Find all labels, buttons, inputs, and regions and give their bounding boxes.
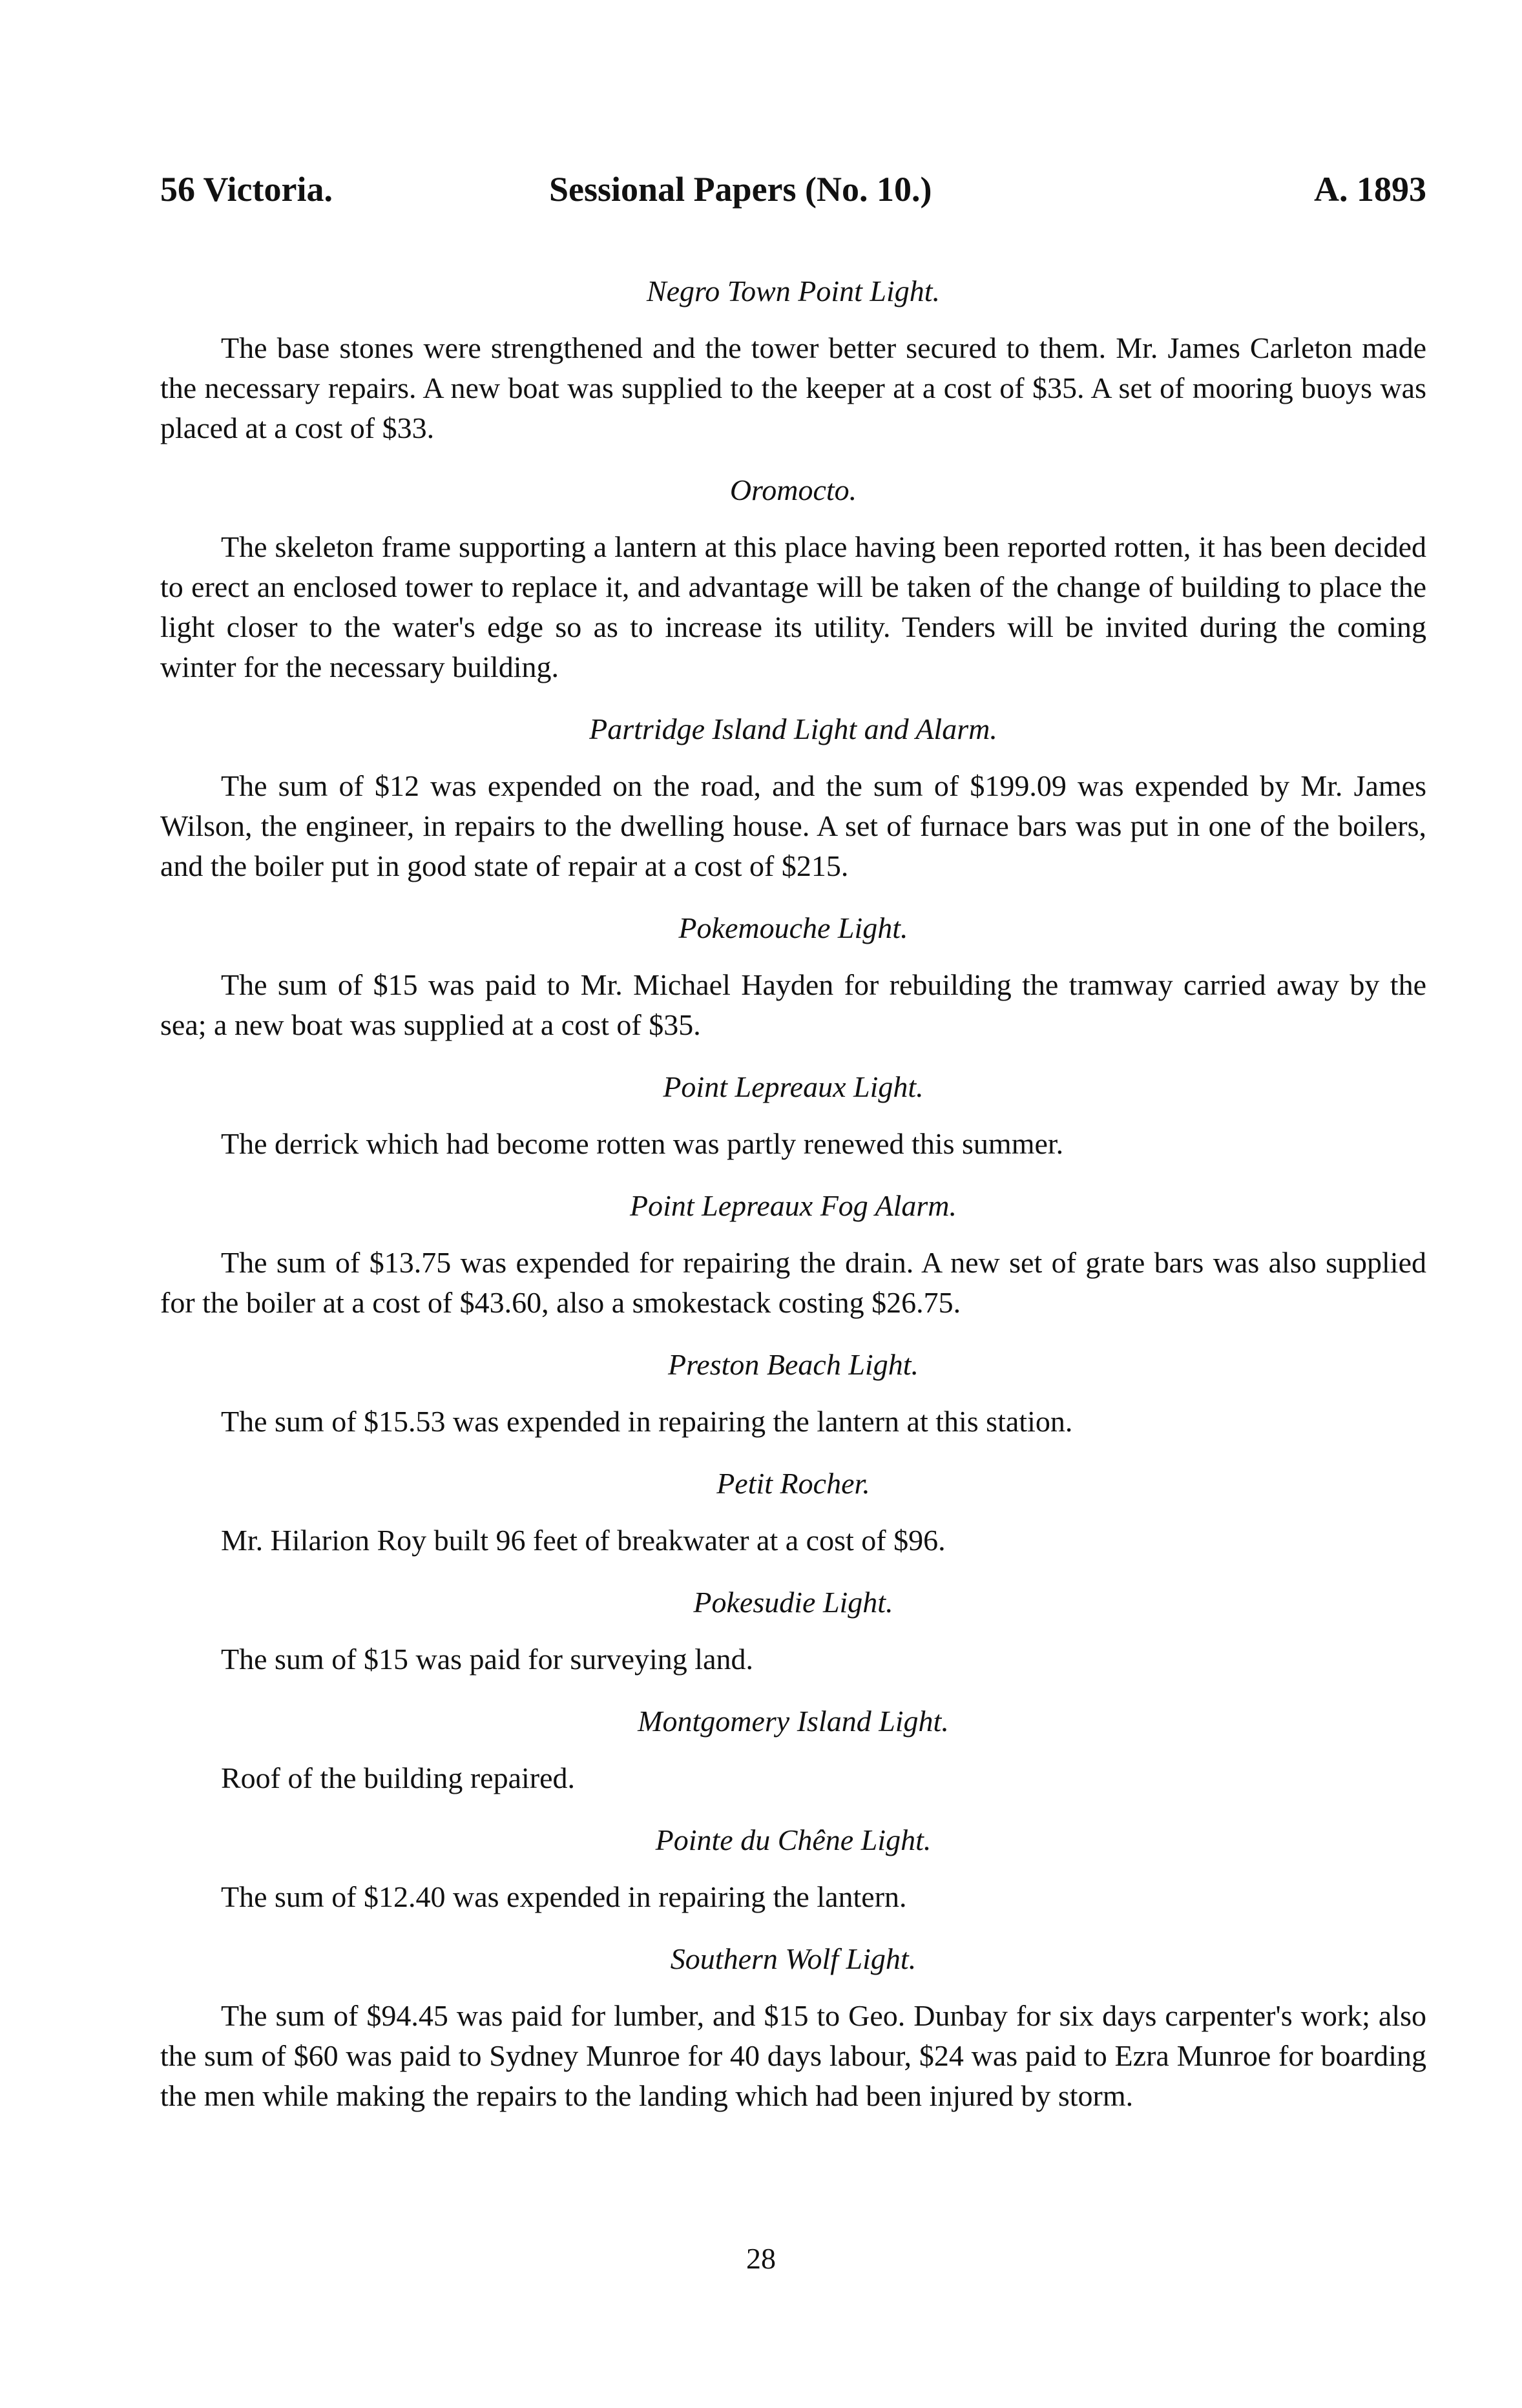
section-title: Southern Wolf Light.: [670, 1942, 917, 1975]
section-paragraph: Mr. Hilarion Roy built 96 feet of breakwater at a cost of $96.: [221, 1524, 946, 1557]
section-paragraph: The sum of $15 was paid to Mr. Michael Hayden for rebuilding the tramway carried away by the sea; a new boat was supplied at a cost of $35.: [160, 968, 1426, 1041]
section-title: Pointe du Chêne Light.: [655, 1823, 932, 1856]
section-paragraph: The sum of $12.40 was expended in repairing the lantern.: [221, 1880, 907, 1913]
section-paragraph: The sum of $15.53 was expended in repairing the lantern at this station.: [221, 1405, 1073, 1438]
section-southern-wolf: [160, 1939, 1426, 2116]
section-petit-rocher: [160, 1464, 1426, 1561]
section-paragraph: The sum of $12 was expended on the road, and the sum of $199.09 was expended by Mr. James Wilson, the engineer, in repairs to the dwelling house. A set of furnace bars was put in one of the boilers, and the boiler put in good state of repair at a cost of $215.: [160, 769, 1426, 882]
section-point-lepreaux-fog-alarm: [160, 1186, 1426, 1323]
section-title: Preston Beach Light.: [668, 1348, 919, 1381]
header-title: Sessional Papers (No. 10.): [549, 170, 932, 209]
section-paragraph: The skeleton frame supporting a lantern at this place having been reported rotten, it has been decided to erect an enclosed tower to replace it, and advantage will be taken of the change of building to place the light closer to the water's edge so as to increase its utility. Tenders will be invited during the coming winter for the necessary building.: [160, 530, 1426, 683]
page-body: [160, 271, 1426, 2138]
section-title: Oromocto.: [729, 473, 857, 506]
page-number: 28: [746, 2242, 776, 2275]
section-montgomery-island: [160, 1701, 1426, 1798]
section-title: Point Lepreaux Fog Alarm.: [630, 1189, 957, 1222]
section-title: Pokemouche Light.: [678, 911, 908, 944]
section-title: Partridge Island Light and Alarm.: [589, 712, 997, 745]
section-paragraph: The derrick which had become rotten was partly renewed this summer.: [221, 1127, 1064, 1160]
section-partridge-island: [160, 709, 1426, 886]
section-paragraph: The sum of $13.75 was expended for repairing the drain. A new set of grate bars was also supplied for the boiler at a cost of $43.60, also a smokestack costing $26.75.: [160, 1246, 1426, 1319]
section-pokesudie: [160, 1583, 1426, 1679]
section-negro-town-point: [160, 271, 1426, 448]
section-paragraph: Roof of the building repaired.: [221, 1761, 576, 1794]
section-title: Montgomery Island Light.: [638, 1705, 949, 1738]
header-volume: 56 Victoria.: [160, 170, 333, 209]
running-header: [160, 169, 1426, 221]
header-year: A. 1893: [1314, 170, 1426, 209]
section-title: Negro Town Point Light.: [646, 275, 941, 307]
section-oromocto: [160, 470, 1426, 687]
section-title: Petit Rocher.: [716, 1467, 870, 1500]
section-paragraph: The base stones were strengthened and the tower better secured to them. Mr. James Carleton made the necessary repairs. A new boat was supplied to the keeper at a cost of $35. A set of mooring buoys was placed at a cost of $33.: [160, 331, 1426, 444]
section-paragraph: The sum of $94.45 was paid for lumber, and $15 to Geo. Dunbay for six days carpenter's work; also the sum of $60 was paid to Sydney Munroe for 40 days labour, $24 was paid to Ezra Munroe for boarding the men while making the repairs to the landing which had been injured by storm.: [160, 1999, 1426, 2112]
section-paragraph: The sum of $15 was paid for surveying land.: [221, 1643, 754, 1676]
section-title: Pokesudie Light.: [693, 1586, 893, 1619]
section-point-lepreaux-light: [160, 1067, 1426, 1164]
section-pointe-du-chene: [160, 1820, 1426, 1917]
section-preston-beach: [160, 1345, 1426, 1442]
section-title: Point Lepreaux Light.: [663, 1070, 924, 1103]
section-pokemouche: [160, 908, 1426, 1045]
